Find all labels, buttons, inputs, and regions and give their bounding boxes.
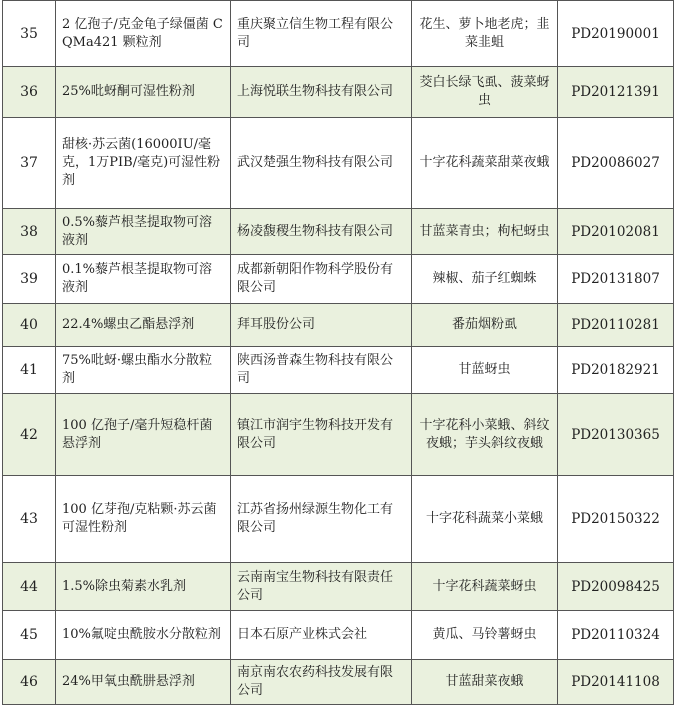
row-number: 40	[3, 304, 56, 347]
company-name: 成都新朝阳作物科学股份有限公司	[231, 255, 412, 304]
product-name: 22.4%螺虫乙酯悬浮剂	[56, 304, 231, 347]
crop-pest: 十字花科蔬菜甜菜夜蛾	[412, 118, 558, 209]
table-row	[3, 347, 674, 394]
registration-number: PD20110281	[558, 304, 674, 347]
product-name: 75%吡蚜·螺虫酯水分散粒剂	[56, 347, 231, 394]
table-row	[3, 660, 674, 705]
crop-pest: 黄瓜、马铃薯蚜虫	[412, 611, 558, 660]
company-name: 镇江市润宇生物科技开发有限公司	[231, 394, 412, 476]
table-row	[3, 118, 674, 209]
pesticide-registration-table	[2, 0, 674, 705]
crop-pest: 番茄烟粉虱	[412, 304, 558, 347]
product-name: 1.5%除虫菊素水乳剂	[56, 563, 231, 611]
product-name: 0.1%藜芦根茎提取物可溶液剂	[56, 255, 231, 304]
company-name: 杨凌馥稷生物科技有限公司	[231, 209, 412, 255]
registration-number: PD20131807	[558, 255, 674, 304]
company-name: 云南南宝生物科技有限责任公司	[231, 563, 412, 611]
registration-number: PD20190001	[558, 1, 674, 67]
registration-number: PD20141108	[558, 660, 674, 705]
crop-pest: 十字花科蔬菜蚜虫	[412, 563, 558, 611]
product-name: 2 亿孢子/克金龟子绿僵菌 CQMa421 颗粒剂	[56, 1, 231, 67]
row-number: 42	[3, 394, 56, 476]
company-name: 上海悦联生物科技有限公司	[231, 67, 412, 118]
product-name: 24%甲氧虫酰肼悬浮剂	[56, 660, 231, 705]
company-name: 武汉楚强生物科技有限公司	[231, 118, 412, 209]
company-name: 拜耳股份公司	[231, 304, 412, 347]
registration-number: PD20098425	[558, 563, 674, 611]
registration-number: PD20102081	[558, 209, 674, 255]
product-name: 0.5%藜芦根茎提取物可溶液剂	[56, 209, 231, 255]
registration-number: PD20182921	[558, 347, 674, 394]
table-row	[3, 611, 674, 660]
company-name: 日本石原产业株式会社	[231, 611, 412, 660]
row-number: 36	[3, 67, 56, 118]
registration-number: PD20130365	[558, 394, 674, 476]
row-number: 38	[3, 209, 56, 255]
table-row	[3, 304, 674, 347]
row-number: 45	[3, 611, 56, 660]
crop-pest: 甘蓝蚜虫	[412, 347, 558, 394]
row-number: 44	[3, 563, 56, 611]
product-name: 10%氟啶虫酰胺水分散粒剂	[56, 611, 231, 660]
row-number: 35	[3, 1, 56, 67]
crop-pest: 十字花科蔬菜小菜蛾	[412, 476, 558, 563]
company-name: 陕西汤普森生物科技有限公司	[231, 347, 412, 394]
table-row	[3, 255, 674, 304]
table-row	[3, 476, 674, 563]
table-row	[3, 1, 674, 67]
row-number: 43	[3, 476, 56, 563]
company-name: 南京南农农药科技发展有限公司	[231, 660, 412, 705]
row-number: 41	[3, 347, 56, 394]
registration-number: PD20110324	[558, 611, 674, 660]
table-row	[3, 394, 674, 476]
company-name: 重庆聚立信生物工程有限公司	[231, 1, 412, 67]
product-name: 100 亿孢子/毫升短稳杆菌悬浮剂	[56, 394, 231, 476]
company-name: 江苏省扬州绿源生物化工有限公司	[231, 476, 412, 563]
product-name: 100 亿芽孢/克粘颗·苏云菌可湿性粉剂	[56, 476, 231, 563]
row-number: 37	[3, 118, 56, 209]
product-name: 甜核·苏云菌(16000IU/毫克，1万PIB/毫克)可湿性粉剂	[56, 118, 231, 209]
table-row	[3, 563, 674, 611]
crop-pest: 甘蓝菜青虫；枸杞蚜虫	[412, 209, 558, 255]
crop-pest: 茭白长绿飞虱、菠菜蚜虫	[412, 67, 558, 118]
registration-number: PD20121391	[558, 67, 674, 118]
crop-pest: 花生、萝卜地老虎；韭菜韭蛆	[412, 1, 558, 67]
product-name: 25%吡蚜酮可湿性粉剂	[56, 67, 231, 118]
crop-pest: 十字花科小菜蛾、斜纹夜蛾；芋头斜纹夜蛾	[412, 394, 558, 476]
row-number: 39	[3, 255, 56, 304]
registration-number: PD20086027	[558, 118, 674, 209]
table-row	[3, 209, 674, 255]
registration-number: PD20150322	[558, 476, 674, 563]
row-number: 46	[3, 660, 56, 705]
crop-pest: 辣椒、茄子红蜘蛛	[412, 255, 558, 304]
table-row	[3, 67, 674, 118]
crop-pest: 甘蓝甜菜夜蛾	[412, 660, 558, 705]
